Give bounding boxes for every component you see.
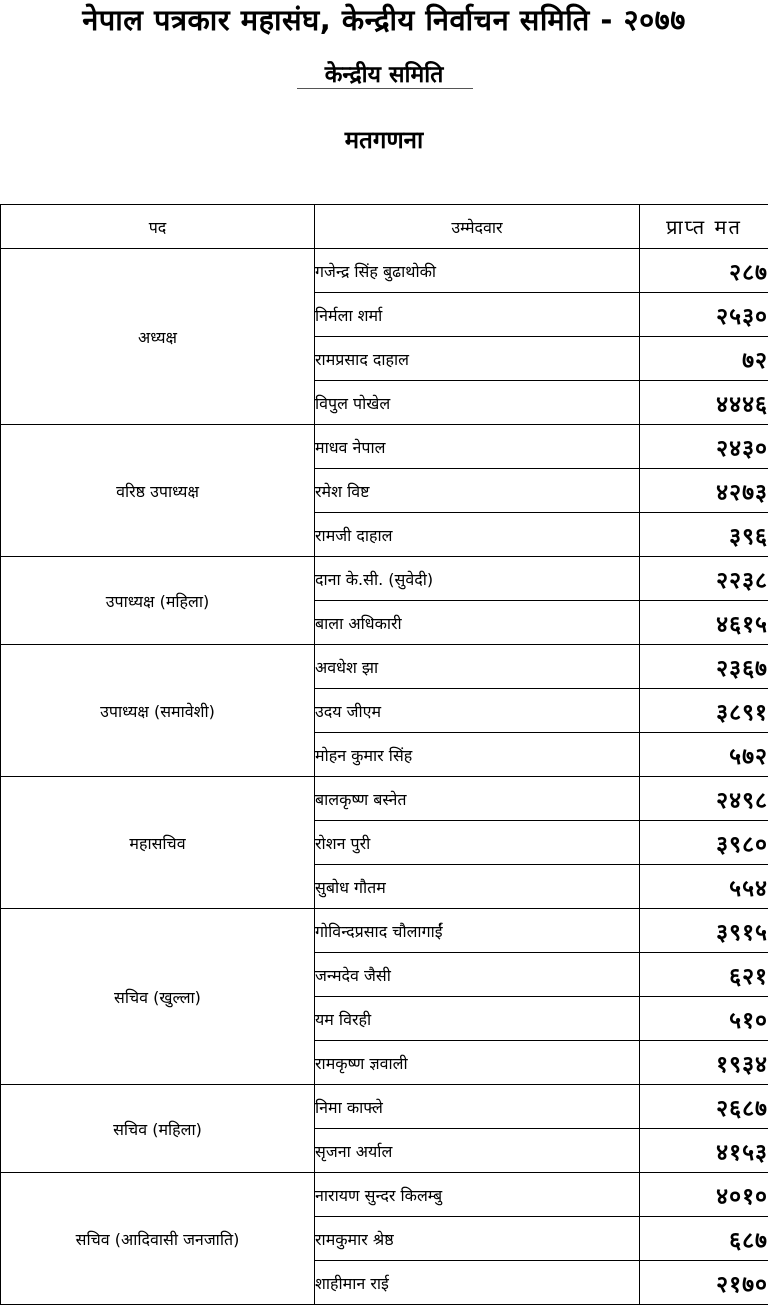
candidate-name-cell: गजेन्द्र सिंह बुढाथोकी bbox=[315, 249, 640, 293]
candidate-name-cell: निर्मला शर्मा bbox=[315, 293, 640, 337]
table-row bbox=[1, 1173, 768, 1217]
votes-cell: ५१० bbox=[640, 997, 768, 1041]
candidate-name-cell: सृजना अर्याल bbox=[315, 1129, 640, 1173]
candidate-name-cell: अवधेश झा bbox=[315, 645, 640, 689]
post-cell: सचिव (आदिवासी जनजाति) bbox=[1, 1173, 315, 1305]
candidate-name-cell: मोहन कुमार सिंह bbox=[315, 733, 640, 777]
header-votes: प्राप्त मत bbox=[640, 205, 768, 249]
table-row bbox=[1, 557, 768, 601]
table-row bbox=[1, 777, 768, 821]
table-header-row bbox=[1, 205, 768, 249]
table-row bbox=[1, 425, 768, 469]
post-cell: उपाध्यक्ष (समावेशी) bbox=[1, 645, 315, 777]
votes-cell: ३९६ bbox=[640, 513, 768, 557]
votes-cell: २४९८ bbox=[640, 777, 768, 821]
votes-cell: ३९८० bbox=[640, 821, 768, 865]
votes-cell: २५३० bbox=[640, 293, 768, 337]
table-body bbox=[1, 249, 768, 1305]
votes-cell: २८७ bbox=[640, 249, 768, 293]
votes-cell: २१७० bbox=[640, 1261, 768, 1305]
table-row bbox=[1, 645, 768, 689]
table-row bbox=[1, 909, 768, 953]
votes-cell: ४०१० bbox=[640, 1173, 768, 1217]
header-candidate: उम्मेदवार bbox=[315, 205, 640, 249]
votes-cell: ७२ bbox=[640, 337, 768, 381]
candidate-name-cell: गोविन्दप्रसाद चौलागाईं bbox=[315, 909, 640, 953]
section-heading: मतगणना bbox=[344, 126, 424, 154]
post-cell: वरिष्ठ उपाध्यक्ष bbox=[1, 425, 315, 557]
votes-cell: २२३८ bbox=[640, 557, 768, 601]
votes-cell: २३६७ bbox=[640, 645, 768, 689]
table-row bbox=[1, 1085, 768, 1129]
candidate-name-cell: रामकुमार श्रेष्ठ bbox=[315, 1217, 640, 1261]
post-cell: सचिव (खुल्ला) bbox=[1, 909, 315, 1085]
vote-count-table bbox=[0, 204, 768, 1305]
votes-cell: ३९१५ bbox=[640, 909, 768, 953]
candidate-name-cell: रामकृष्ण ज्ञवाली bbox=[315, 1041, 640, 1085]
candidate-name-cell: निमा काफ्ले bbox=[315, 1085, 640, 1129]
votes-cell: ५७२ bbox=[640, 733, 768, 777]
votes-cell: ४१५३ bbox=[640, 1129, 768, 1173]
header-post: पद bbox=[1, 205, 315, 249]
votes-cell: ३८९१ bbox=[640, 689, 768, 733]
candidate-name-cell: शाहीमान राई bbox=[315, 1261, 640, 1305]
candidate-name-cell: नारायण सुन्दर किलम्बु bbox=[315, 1173, 640, 1217]
candidate-name-cell: रामप्रसाद दाहाल bbox=[315, 337, 640, 381]
candidate-name-cell: दाना के.सी. (सुवेदी) bbox=[315, 557, 640, 601]
votes-cell: २६८७ bbox=[640, 1085, 768, 1129]
votes-cell: १९३४ bbox=[640, 1041, 768, 1085]
votes-cell: ४२७३ bbox=[640, 469, 768, 513]
votes-cell: २४३० bbox=[640, 425, 768, 469]
candidate-name-cell: माधव नेपाल bbox=[315, 425, 640, 469]
candidate-name-cell: सुबोध गौतम bbox=[315, 865, 640, 909]
votes-cell: ४६१५ bbox=[640, 601, 768, 645]
candidate-name-cell: जन्मदेव जैसी bbox=[315, 953, 640, 997]
votes-cell: ५५४ bbox=[640, 865, 768, 909]
post-cell: उपाध्यक्ष (महिला) bbox=[1, 557, 315, 645]
table-row bbox=[1, 249, 768, 293]
post-cell: सचिव (महिला) bbox=[1, 1085, 315, 1173]
candidate-name-cell: रामजी दाहाल bbox=[315, 513, 640, 557]
votes-cell: ६२१ bbox=[640, 953, 768, 997]
document-title: नेपाल पत्रकार महासंघ, केन्द्रीय निर्वाचन समिति - २०७७ bbox=[82, 3, 686, 37]
candidate-name-cell: यम विरही bbox=[315, 997, 640, 1041]
post-cell: अध्यक्ष bbox=[1, 249, 315, 425]
document-subtitle: केन्द्रीय समिति bbox=[324, 62, 444, 88]
candidate-name-cell: रोशन पुरी bbox=[315, 821, 640, 865]
post-cell: महासचिव bbox=[1, 777, 315, 909]
candidate-name-cell: विपुल पोखेल bbox=[315, 381, 640, 425]
candidate-name-cell: उदय जीएम bbox=[315, 689, 640, 733]
candidate-name-cell: बाला अधिकारी bbox=[315, 601, 640, 645]
votes-cell: ६८७ bbox=[640, 1217, 768, 1261]
candidate-name-cell: रमेश विष्ट bbox=[315, 469, 640, 513]
subtitle-underline bbox=[297, 88, 473, 89]
candidate-name-cell: बालकृष्ण बस्नेत bbox=[315, 777, 640, 821]
votes-cell: ४४४६ bbox=[640, 381, 768, 425]
